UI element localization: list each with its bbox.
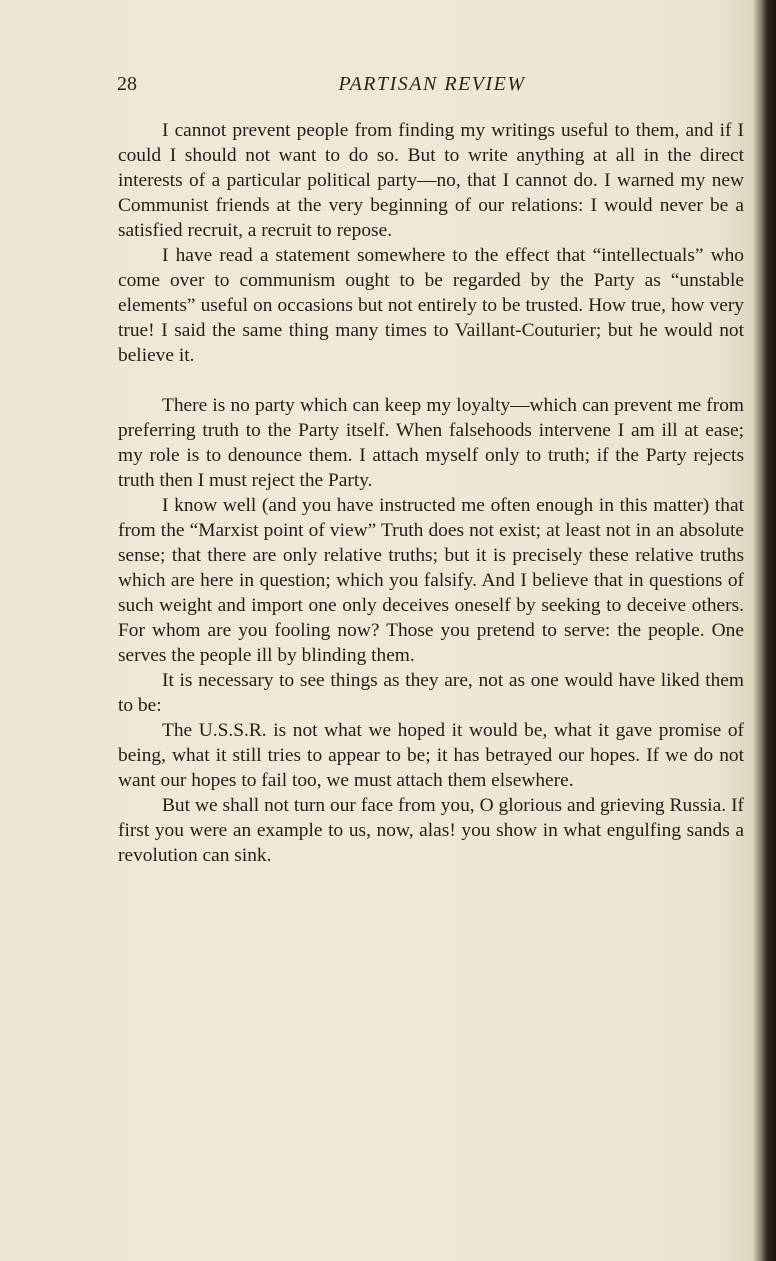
paragraph: I know well (and you have instructed me often enough in this matter) that from the “Marxist point of view” Truth does not exist; at least not in an absolute sense; that there are only relative truths; but it is precisely these relative truths which are here in question; which you falsify. And I believe that in questions of such weight and import one only deceives oneself by seeking to deceive others. For whom are you fooling now? Those you pretend to serve: the people. One serves the people ill by blinding them. bbox=[118, 495, 744, 666]
paragraph: The U.S.S.R. is not what we hoped it would be, what it gave promise of being, what it still tries to appear to be; it has betrayed our hopes. If we do not want our hopes to fail too, we must attach them elsewhere. bbox=[118, 720, 744, 791]
body-text bbox=[118, 118, 744, 868]
running-title: PARTISAN REVIEW bbox=[338, 73, 526, 95]
book-binding-edge bbox=[762, 0, 776, 1261]
paragraph: I cannot prevent people from finding my writings useful to them, and if I could I should not want to do so. But to write anything at all in the direct interests of a particular political party—no, that I cannot do. I warned my new Communist friends at the very beginning of our relations: I would never be a satisfied recruit, a recruit to repose. bbox=[118, 120, 744, 241]
page-number: 28 bbox=[117, 73, 137, 95]
paragraph: But we shall not turn our face from you, O glorious and grieving Russia. If first you were an example to us, now, alas! you show in what engulfing sands a revolution can sink. bbox=[118, 795, 744, 866]
paragraph: I have read a statement somewhere to the effect that “intellectuals” who come over to communism ought to be regarded by the Party as “unstable elements” useful on occasions but not entirely to be trusted. How true, how very true! I said the same thing many times to Vaillant-Couturier; but he would not believe it. bbox=[118, 245, 744, 366]
paragraph: There is no party which can keep my loyalty—which can prevent me from preferring truth to the Party itself. When falsehoods intervene I am ill at ease; my role is to denounce them. I attach myself only to truth; if the Party rejects truth then I must reject the Party. bbox=[118, 395, 744, 491]
page-header bbox=[117, 73, 747, 103]
paragraph: It is necessary to see things as they are, not as one would have liked them to be: bbox=[118, 670, 744, 716]
